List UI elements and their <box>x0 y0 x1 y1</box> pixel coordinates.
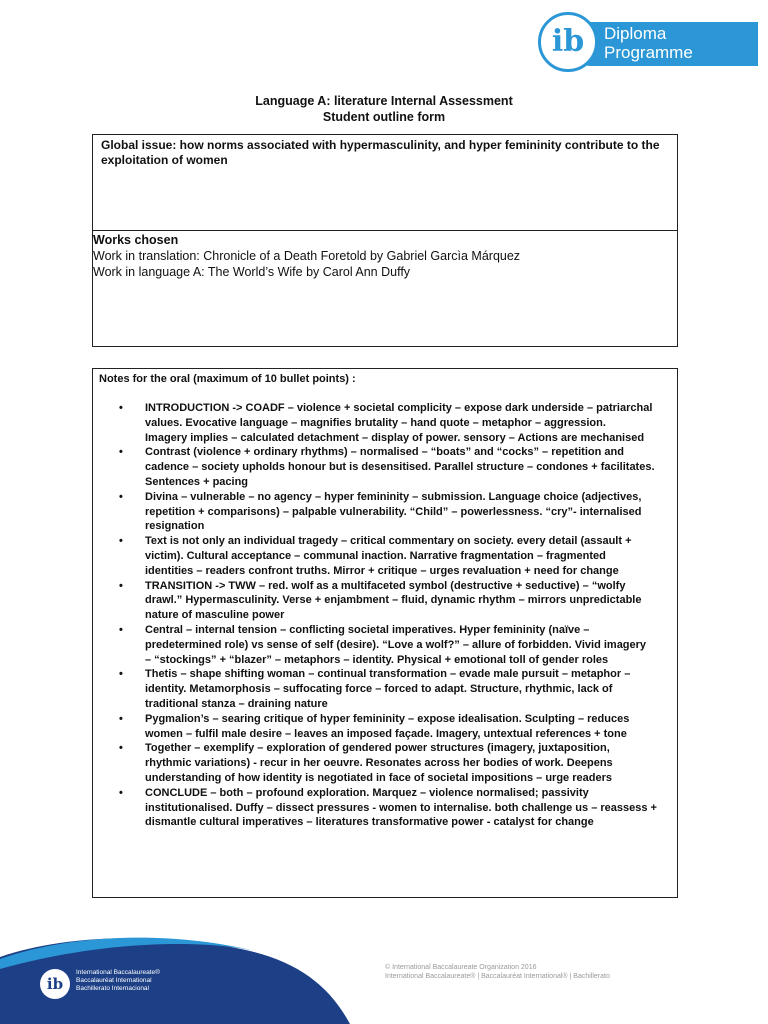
works-chosen-section <box>93 233 673 280</box>
note-line: traditional stanza – draining nature <box>145 697 328 710</box>
note-line: Imagery implies – calculated detachment – display of power. sensory – Actions are mechanised <box>145 431 645 444</box>
copyright-line-1: © International Baccalaureate Organization 2016 <box>385 964 537 971</box>
note-line: nature of masculine power <box>145 609 285 622</box>
note-line: TRANSITION -> TWW – red. wolf as a multifaceted symbol (destructive + seductive) – “wolfy <box>145 579 626 592</box>
issue-and-works-box <box>92 134 678 347</box>
note-bullet-item <box>113 490 673 534</box>
note-line: dismantle cultural imperatives – literatures transformative power - catalyst for change <box>145 816 594 829</box>
note-line: resignation <box>145 520 205 533</box>
work-in-translation: Work in translation: Chronicle of a Death Foretold by Gabriel Garcìa Márquez <box>93 249 521 263</box>
note-bullet-item <box>113 667 673 711</box>
note-line: INTRODUCTION -> COADF – violence + societal complicity – expose dark underside – patriarchal <box>145 402 653 414</box>
note-line: Divina – vulnerable – no agency – hyper femininity – submission. Language choice (adjectives, <box>145 490 642 503</box>
bullet-dot-icon: • <box>119 668 123 681</box>
note-line: repetition + comparisons) – palpable vulnerability. “Child” – powerlessness. “cry”- internalised <box>145 505 642 518</box>
bullet-dot-icon: • <box>119 579 123 592</box>
note-line: women – fulfil male desire – leaves an imposed façade. Imagery, untextual references + tone <box>145 727 627 740</box>
note-line: victim). Cultural acceptance – communal inaction. Narrative fragmentation – fragmented <box>145 549 606 562</box>
note-bullet-item <box>113 712 673 742</box>
note-line: Thetis – shape shifting woman – continual transformation – evade male pursuit – metaphor – <box>145 668 631 681</box>
oral-notes-box <box>92 368 678 898</box>
works-chosen-heading: Works chosen <box>93 233 179 247</box>
document-title <box>0 93 768 125</box>
note-line: cadence – society upholds honour but is desensitised. Parallel structure – condones + facilitates. <box>145 461 655 474</box>
note-line: predetermined role) vs sense of self (desire). “Love a wolf?” – allure of forbidden. Vivid imagery <box>145 638 647 651</box>
bullet-dot-icon: • <box>119 446 123 459</box>
footer-org-line-1: International Baccalaureate® <box>76 969 160 976</box>
note-bullet-item <box>113 534 673 578</box>
diploma-programme-logo <box>538 12 758 72</box>
work-in-language-a: Work in language A: The World’s Wife by Carol Ann Duffy <box>93 265 411 279</box>
note-line: institutionalised. Duffy – dissect pressures - women to internalise. both challenge us – reassess + <box>145 801 657 814</box>
note-line: identities – readers confront truths. Mirror + critique – urges revaluation + need for change <box>145 564 619 577</box>
note-bullet-item <box>113 741 673 785</box>
bullet-dot-icon: • <box>119 402 123 414</box>
note-line: Pygmalion’s – searing critique of hyper femininity – expose idealisation. Sculpting – reduces <box>145 712 630 725</box>
copyright-notice <box>385 963 610 981</box>
page-footer <box>0 925 768 1024</box>
note-line: values. Evocative language – magnifies brutality – hand quote – metaphor – aggression. <box>145 416 606 429</box>
note-line: Central – internal tension – conflicting societal imperatives. Hyper femininity (naïve – <box>145 623 590 636</box>
footer-org-line-3: Bachillerato Internacional <box>76 985 149 992</box>
note-line: rhythmic variations) - recur in her oeuvre. Resonates across her bodies of work. Deepens <box>145 757 613 770</box>
global-issue-text: Global issue: how norms associated with hypermasculinity, and hyper femininity contribute to the exploitation of women <box>101 138 660 167</box>
note-line: understanding of how identity is negotiated in face of societal impositions – urge readers <box>145 771 612 784</box>
logo-text <box>604 24 693 62</box>
note-line: CONCLUDE – both – profound exploration. Marquez – violence normalised; passivity <box>145 786 589 799</box>
footer-org-names <box>76 969 160 993</box>
note-bullet-item <box>113 623 673 667</box>
note-line: Text is not only an individual tragedy – critical commentary on society. every detail (assault + <box>145 535 632 548</box>
note-bullet-item <box>113 786 673 830</box>
bullet-dot-icon: • <box>119 742 123 755</box>
title-line-2: Student outline form <box>322 110 446 124</box>
note-bullet-item <box>113 579 673 623</box>
note-bullet-item <box>113 445 673 489</box>
title-line-1: Language A: literature Internal Assessment <box>255 94 513 108</box>
bullet-dot-icon: • <box>119 490 123 503</box>
box-divider <box>93 230 677 231</box>
bullet-dot-icon: • <box>119 712 123 725</box>
notes-bullet-list <box>113 401 673 830</box>
bullet-dot-icon: • <box>119 535 123 548</box>
ib-logo-symbol: ib <box>551 24 585 59</box>
note-line: Together – exemplify – exploration of gendered power structures (imagery, juxtaposition, <box>145 742 610 755</box>
footer-ib-logo-icon <box>40 969 70 999</box>
notes-heading: Notes for the oral (maximum of 10 bullet points) : <box>99 373 356 385</box>
note-bullet-item <box>113 401 673 445</box>
bullet-dot-icon: • <box>119 786 123 799</box>
note-line: – “stockings” + “blazer” – metaphors – identity. Physical + emotional toll of gender roles <box>145 653 609 666</box>
note-line: drawl.” Hypermasculinity. Verse + enjambment – fluid, dynamic rhythm – mirrors unpredictable <box>145 594 642 607</box>
ib-logo-icon <box>538 12 598 72</box>
logo-line-1: Diploma <box>604 24 667 43</box>
note-line: Sentences + pacing <box>145 475 249 488</box>
note-line: identity. Metamorphosis – suffocating force – forced to adapt. Structure, rhythmic, lack of <box>145 683 613 696</box>
copyright-line-2: International Baccalaureate® | Baccalauréat International® | Bachillerato <box>385 973 610 980</box>
note-line: Contrast (violence + ordinary rhythms) – normalised – “boats” and “cocks” – repetition and <box>145 446 624 459</box>
bullet-dot-icon: • <box>119 623 123 636</box>
logo-line-2: Programme <box>604 43 693 62</box>
footer-ib-logo-symbol: ib <box>46 975 64 993</box>
footer-org-line-2: Baccalauréat International <box>76 977 152 984</box>
